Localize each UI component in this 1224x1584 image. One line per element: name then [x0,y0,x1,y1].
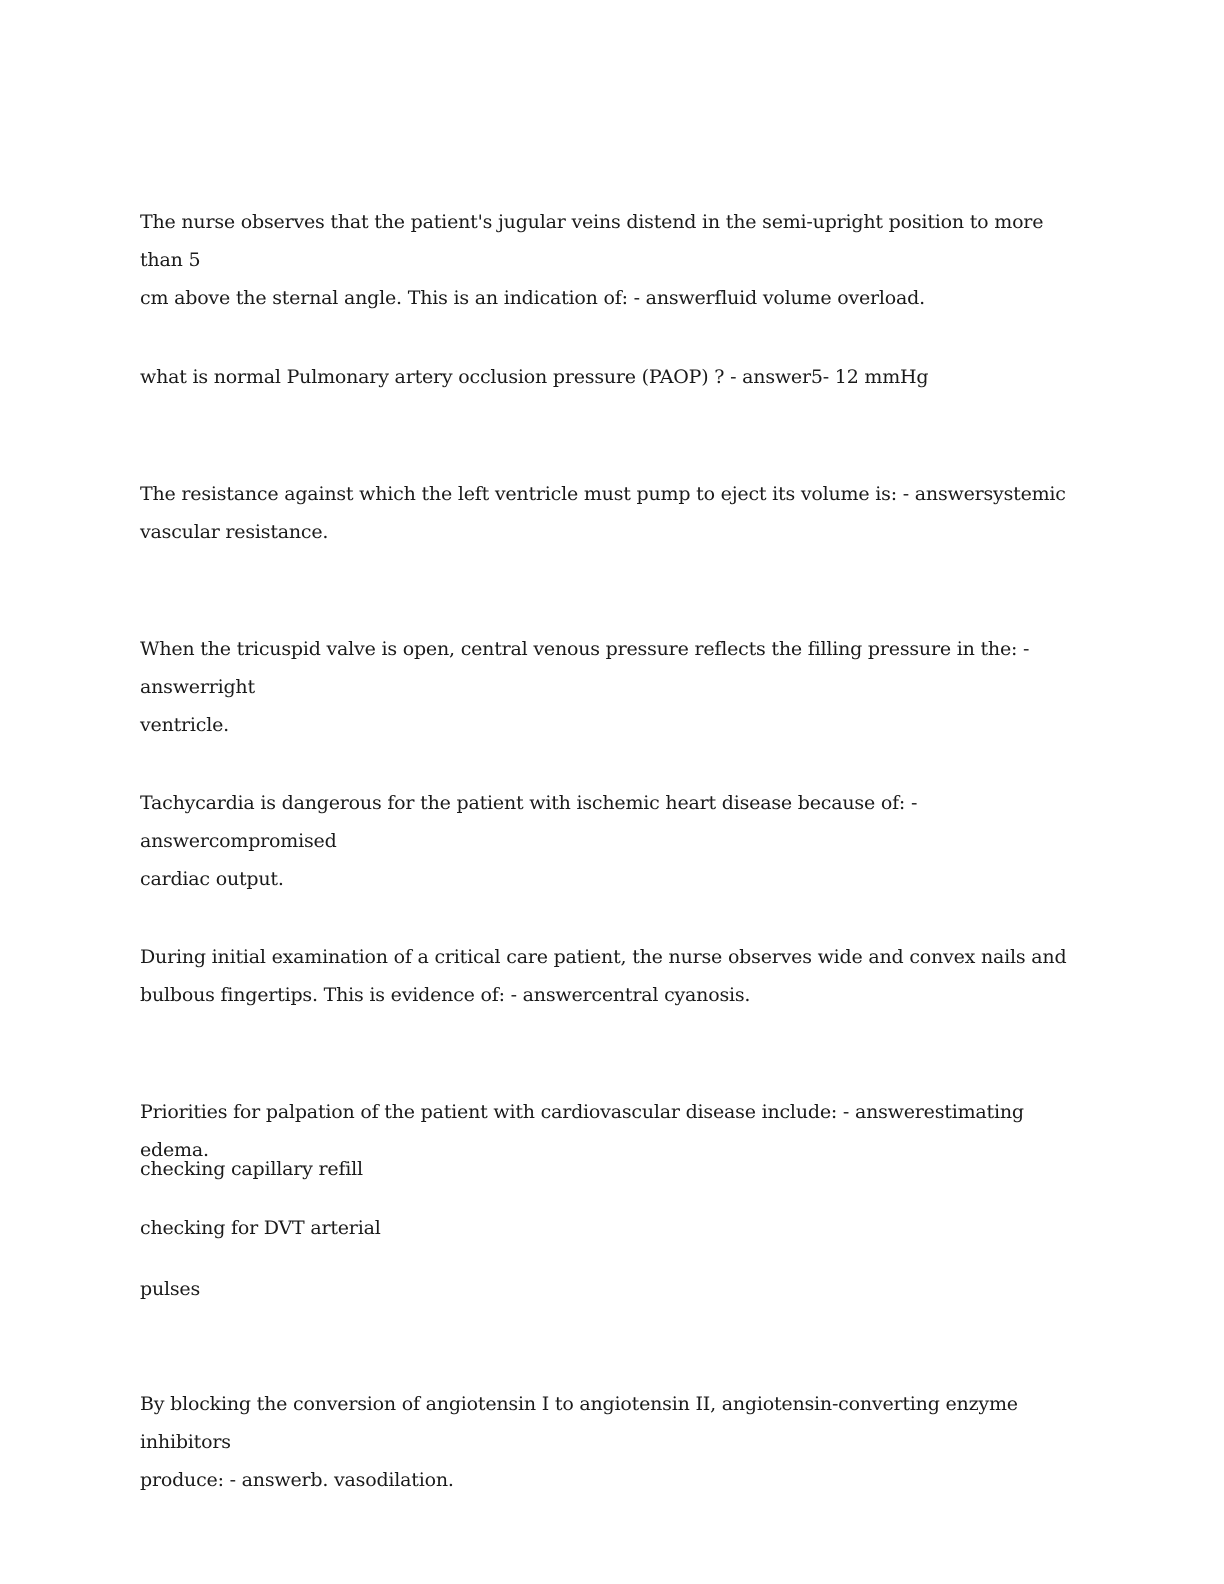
paragraph-jugular-veins [140,203,1080,317]
paragraph-ace-inhibitors [140,1385,1080,1499]
paragraph-line: pulses [140,1278,201,1300]
paragraph-line: The resistance against which the left ventricle must pump to eject its volume is: - answersystemic [140,483,1066,505]
paragraph-resistance [140,475,1080,551]
paragraph-capillary-refill [140,1150,1080,1188]
paragraph-line: Tachycardia is dangerous for the patient with ischemic heart disease because of: - answercompromised [140,792,918,852]
paragraph-line: By blocking the conversion of angiotensin I to angiotensin II, angiotensin-converting enzyme inhibitors [140,1393,1018,1453]
paragraph-line: cm above the sternal angle. This is an indication of: - answerfluid volume overload. [140,287,925,309]
paragraph-line: Priorities for palpation of the patient with cardiovascular disease include: - answerestimating edema. [140,1101,1024,1161]
paragraph-examination [140,938,1080,1014]
paragraph-line: During initial examination of a critical care patient, the nurse observes wide and convex nails and [140,946,1067,968]
paragraph-line: vascular resistance. [140,521,329,543]
paragraph-line: When the tricuspid valve is open, central venous pressure reflects the filling pressure in the: - answerright [140,638,1030,698]
paragraph-line: cardiac output. [140,868,284,890]
paragraph-line: what is normal Pulmonary artery occlusion pressure (PAOP) ? - answer5- 12 mmHg [140,366,929,388]
paragraph-paop [140,358,1080,396]
paragraph-line: checking for DVT arterial [140,1217,381,1239]
paragraph-line: The nurse observes that the patient's jugular veins distend in the semi-upright position to more than 5 [140,211,1044,271]
paragraph-tricuspid [140,630,1080,744]
paragraph-pulses [140,1270,1080,1308]
paragraph-line: produce: - answerb. vasodilation. [140,1469,454,1491]
paragraph-tachycardia [140,784,1080,898]
paragraph-line: checking capillary refill [140,1158,363,1180]
paragraph-line: bulbous fingertips. This is evidence of: - answercentral cyanosis. [140,984,751,1006]
paragraph-dvt [140,1209,1080,1247]
paragraph-line: ventricle. [140,714,230,736]
